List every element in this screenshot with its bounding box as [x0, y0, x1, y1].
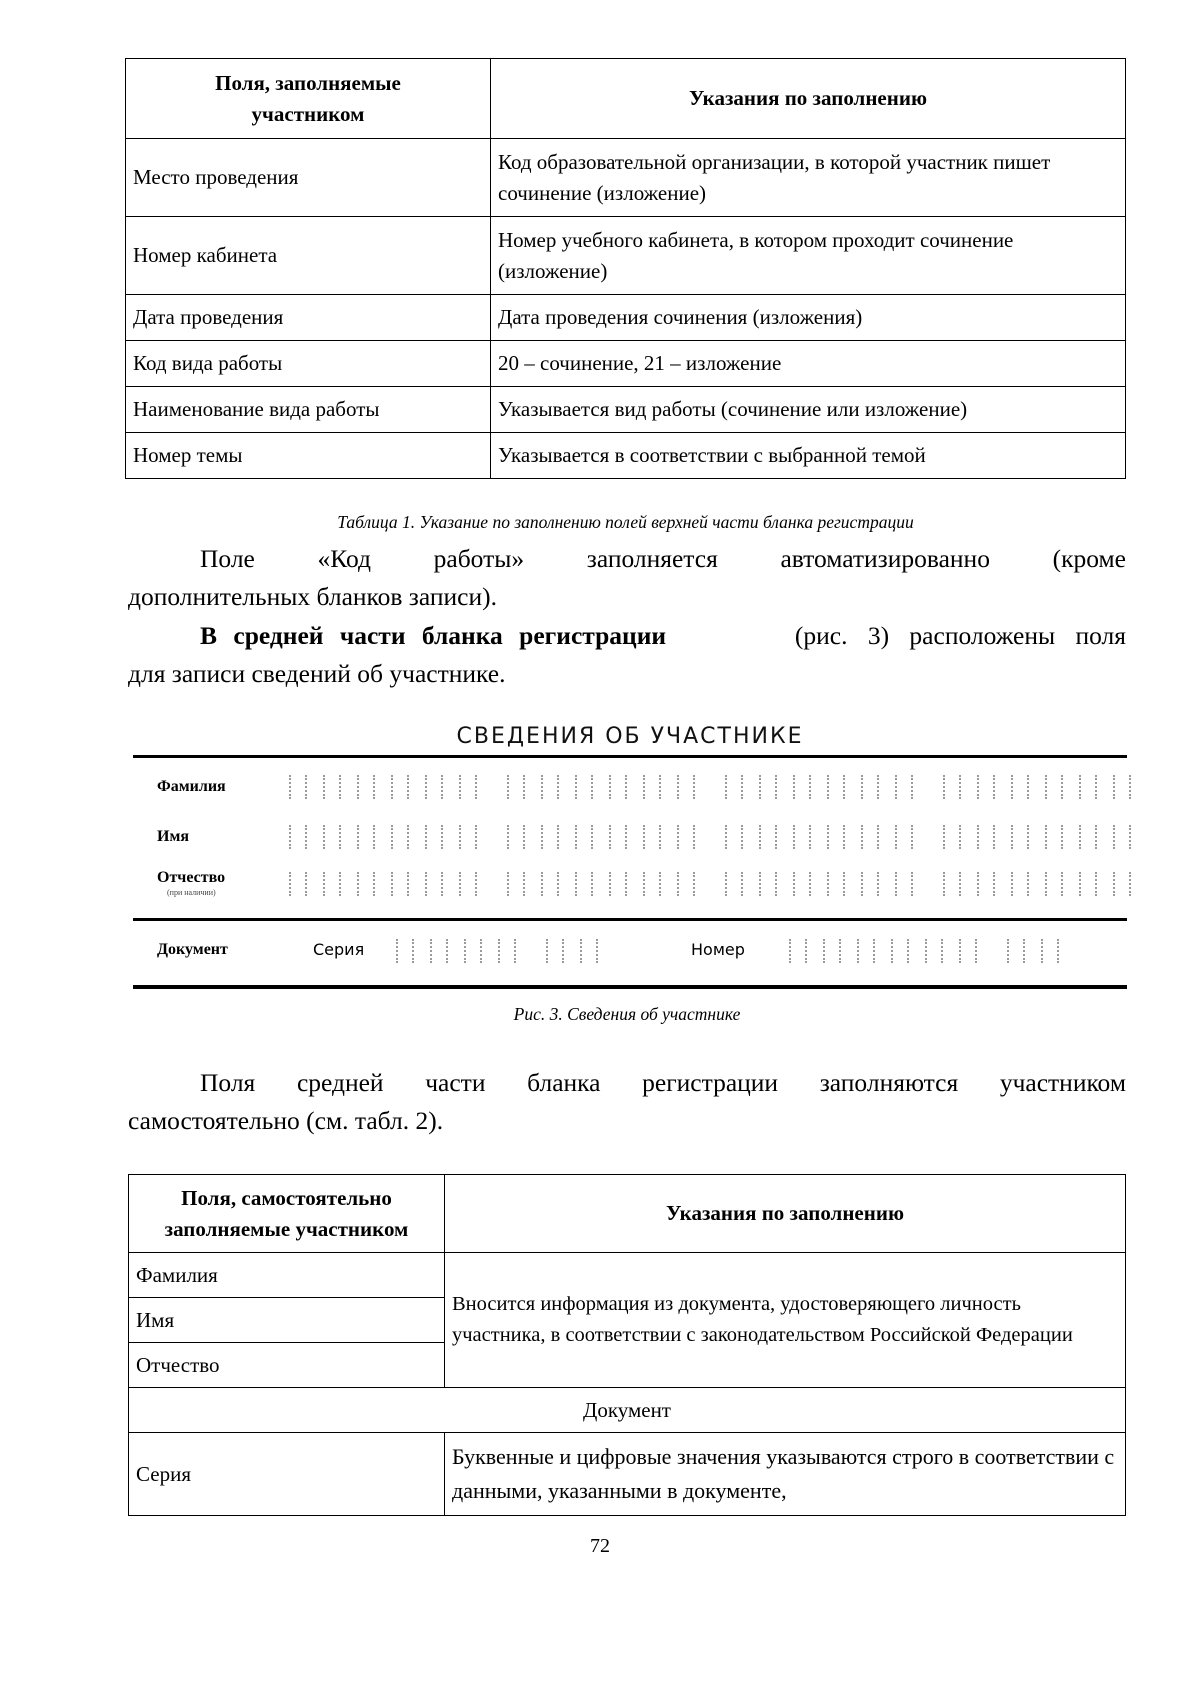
letter-cell[interactable]: [1005, 866, 1033, 902]
number-label: Номер: [691, 940, 745, 959]
letter-cell[interactable]: [753, 866, 781, 902]
table-row: [126, 341, 1126, 387]
paragraph-3: [128, 1064, 1126, 1140]
letter-cell[interactable]: [453, 769, 481, 805]
participant-info-figure: [133, 718, 1127, 998]
word: заполняются: [819, 1068, 959, 1097]
word: Поле: [200, 544, 255, 573]
table-cell-instruction: 20 – сочинение, 21 – изложение: [491, 341, 1126, 387]
paragraph-1: [128, 540, 1126, 616]
table-row: [126, 217, 1126, 295]
name-cells: [283, 819, 1123, 857]
letter-cell[interactable]: [1001, 933, 1029, 969]
letter-cell[interactable]: [787, 769, 815, 805]
paragraph-2-line-2: для записи сведений об участнике.: [128, 659, 506, 688]
table-cell-field: Имя: [129, 1298, 445, 1343]
table-1-header-instructions: Указания по заполнению: [491, 59, 1126, 139]
letter-cell[interactable]: [603, 769, 631, 805]
letter-cell[interactable]: [501, 819, 529, 855]
word: средней: [296, 1068, 384, 1097]
letter-cell[interactable]: [390, 933, 418, 969]
letter-cell[interactable]: [719, 769, 747, 805]
letter-cell[interactable]: [637, 866, 665, 902]
letter-cell[interactable]: [851, 933, 879, 969]
paragraph-2-line-1: [128, 617, 1126, 655]
letter-cell[interactable]: [574, 933, 602, 969]
table-row: [129, 1253, 1126, 1298]
figure-rule-bottom: [133, 985, 1127, 989]
letter-cell[interactable]: [501, 769, 529, 805]
paragraph-2-bold: В средней части бланка регистрации: [200, 621, 667, 650]
letter-cell[interactable]: [1039, 769, 1067, 805]
patronymic-label: Отчество: [157, 869, 226, 886]
table-cell-instruction: Буквенные и цифровые значения указываются строго в соответствии с данными, указанными в документе,: [445, 1433, 1126, 1516]
letter-cell[interactable]: [1035, 933, 1063, 969]
table-cell-field: Отчество: [129, 1343, 445, 1388]
letter-cell[interactable]: [671, 866, 699, 902]
figure-title: СВЕДЕНИЯ ОБ УЧАСТНИКЕ: [456, 724, 804, 749]
word: бланка: [527, 1068, 601, 1097]
letter-cell[interactable]: [317, 866, 345, 902]
letter-cell[interactable]: [787, 819, 815, 855]
letter-cell[interactable]: [885, 933, 913, 969]
letter-cell[interactable]: [385, 769, 413, 805]
letter-cell[interactable]: [453, 819, 481, 855]
letter-cell[interactable]: [971, 866, 999, 902]
letter-cell[interactable]: [603, 866, 631, 902]
letter-cell[interactable]: [889, 769, 917, 805]
letter-cell[interactable]: [501, 866, 529, 902]
letter-cell[interactable]: [1073, 769, 1101, 805]
letter-cell[interactable]: [787, 866, 815, 902]
page-number: 72: [590, 1535, 610, 1557]
table-row: [126, 295, 1126, 341]
letter-cell[interactable]: [821, 866, 849, 902]
letter-cell[interactable]: [855, 819, 883, 855]
letter-cell[interactable]: [351, 819, 379, 855]
letter-cell[interactable]: [453, 866, 481, 902]
table-cell-field: Дата проведения: [126, 295, 491, 341]
surname-label: Фамилия: [157, 778, 226, 795]
name-label: Имя: [157, 828, 189, 845]
word: «Код: [317, 544, 371, 573]
table-cell-field: Серия: [129, 1433, 445, 1516]
table-cell-field: Номер темы: [126, 433, 491, 479]
figure-rule-middle: [133, 918, 1127, 921]
letter-cell[interactable]: [458, 933, 486, 969]
table-1-caption: Таблица 1. Указание по заполнению полей верхней части бланка регистрации: [337, 512, 914, 532]
letter-cell[interactable]: [637, 769, 665, 805]
letter-cell[interactable]: [1073, 866, 1101, 902]
document-label: Документ: [157, 941, 228, 958]
letter-cell[interactable]: [492, 933, 520, 969]
letter-cell[interactable]: [889, 866, 917, 902]
paragraph-1-line-2: дополнительных бланков записи).: [128, 582, 497, 611]
word: участником: [999, 1068, 1126, 1097]
table-cell-instruction: Вносится информация из документа, удостоверяющего личность участника, в соответствии с законодательством Российской Федерации: [445, 1253, 1126, 1388]
letter-cell[interactable]: [937, 866, 965, 902]
table-row: [126, 139, 1126, 217]
letter-cell[interactable]: [283, 819, 311, 855]
letter-cell[interactable]: [671, 819, 699, 855]
table-2: [128, 1174, 1126, 1516]
letter-cell[interactable]: [719, 866, 747, 902]
table-cell-field: Номер кабинета: [126, 217, 491, 295]
letter-cell[interactable]: [1107, 769, 1135, 805]
word: автоматизированно: [780, 544, 990, 573]
letter-cell[interactable]: [317, 819, 345, 855]
letter-cell[interactable]: [817, 933, 845, 969]
table-1-header-fields: Поля, заполняемые участником: [126, 59, 491, 139]
letter-cell[interactable]: [753, 819, 781, 855]
word: заполняется: [586, 544, 718, 573]
table-cell-instruction: Код образовательной организации, в которой участник пишет сочинение (изложение): [491, 139, 1126, 217]
table-2-header-instructions: Указания по заполнению: [445, 1175, 1126, 1253]
table-cell-field: Место проведения: [126, 139, 491, 217]
letter-cell[interactable]: [317, 769, 345, 805]
letter-cell[interactable]: [385, 866, 413, 902]
letter-cell[interactable]: [783, 933, 811, 969]
table-cell-instruction: Указывается вид работы (сочинение или изложение): [491, 387, 1126, 433]
letter-cell[interactable]: [855, 769, 883, 805]
table-section-document: Документ: [129, 1388, 1126, 1433]
letter-cell[interactable]: [569, 819, 597, 855]
patronymic-cells: [283, 866, 1123, 904]
letter-cell[interactable]: [1005, 819, 1033, 855]
letter-cell[interactable]: [419, 819, 447, 855]
letter-cell[interactable]: [540, 933, 568, 969]
word: регистрации: [642, 1068, 779, 1097]
word: Поля: [200, 1068, 256, 1097]
letter-cell[interactable]: [971, 769, 999, 805]
figure-rule-top: [133, 755, 1127, 758]
letter-cell[interactable]: [1005, 769, 1033, 805]
number-cells: [783, 933, 1123, 971]
table-cell-field: Фамилия: [129, 1253, 445, 1298]
table-cell-field: Наименование вида работы: [126, 387, 491, 433]
letter-cell[interactable]: [535, 866, 563, 902]
table-cell-instruction: Указывается в соответствии с выбранной темой: [491, 433, 1126, 479]
series-label: Серия: [313, 940, 365, 959]
letter-cell[interactable]: [419, 866, 447, 902]
table-1: [125, 58, 1126, 479]
table-row: [126, 433, 1126, 479]
table-cell-field: Код вида работы: [126, 341, 491, 387]
letter-cell[interactable]: [637, 819, 665, 855]
letter-cell[interactable]: [1107, 819, 1135, 855]
paragraph-3-line-1: [128, 1064, 1126, 1102]
letter-cell[interactable]: [821, 819, 849, 855]
paragraph-2: [128, 617, 1126, 693]
table-row: [126, 387, 1126, 433]
letter-cell[interactable]: [753, 769, 781, 805]
patronymic-note: (при наличии): [167, 888, 216, 897]
letter-cell[interactable]: [569, 769, 597, 805]
paragraph-1-line-1: [128, 540, 1126, 578]
letter-cell[interactable]: [424, 933, 452, 969]
letter-cell[interactable]: [937, 769, 965, 805]
letter-cell[interactable]: [283, 769, 311, 805]
letter-cell[interactable]: [351, 866, 379, 902]
paragraph-2-rest: (рис. 3) расположены поля: [794, 621, 1126, 650]
letter-cell[interactable]: [889, 819, 917, 855]
table-2-header-fields: Поля, самостоятельно заполняемые участником: [129, 1175, 445, 1253]
word: работы»: [433, 544, 525, 573]
letter-cell[interactable]: [971, 819, 999, 855]
letter-cell[interactable]: [919, 933, 947, 969]
letter-cell[interactable]: [671, 769, 699, 805]
letter-cell[interactable]: [351, 769, 379, 805]
letter-cell[interactable]: [535, 819, 563, 855]
paragraph-3-line-2: самостоятельно (см. табл. 2).: [128, 1106, 444, 1135]
word: (кроме: [1052, 544, 1126, 573]
word: части: [425, 1068, 486, 1097]
surname-cells: [283, 769, 1123, 807]
letter-cell[interactable]: [821, 769, 849, 805]
letter-cell[interactable]: [535, 769, 563, 805]
letter-cell[interactable]: [1107, 866, 1135, 902]
letter-cell[interactable]: [1073, 819, 1101, 855]
table-cell-instruction: Номер учебного кабинета, в котором проходит сочинение (изложение): [491, 217, 1126, 295]
table-row: [129, 1433, 1126, 1516]
table-cell-instruction: Дата проведения сочинения (изложения): [491, 295, 1126, 341]
letter-cell[interactable]: [385, 819, 413, 855]
letter-cell[interactable]: [603, 819, 631, 855]
letter-cell[interactable]: [283, 866, 311, 902]
figure-3-caption: Рис. 3. Сведения об участнике: [513, 1004, 741, 1024]
letter-cell[interactable]: [1039, 866, 1067, 902]
letter-cell[interactable]: [937, 819, 965, 855]
letter-cell[interactable]: [719, 819, 747, 855]
letter-cell[interactable]: [855, 866, 883, 902]
letter-cell[interactable]: [1039, 819, 1067, 855]
letter-cell[interactable]: [419, 769, 447, 805]
table-row: [129, 1388, 1126, 1433]
letter-cell[interactable]: [953, 933, 981, 969]
letter-cell[interactable]: [569, 866, 597, 902]
